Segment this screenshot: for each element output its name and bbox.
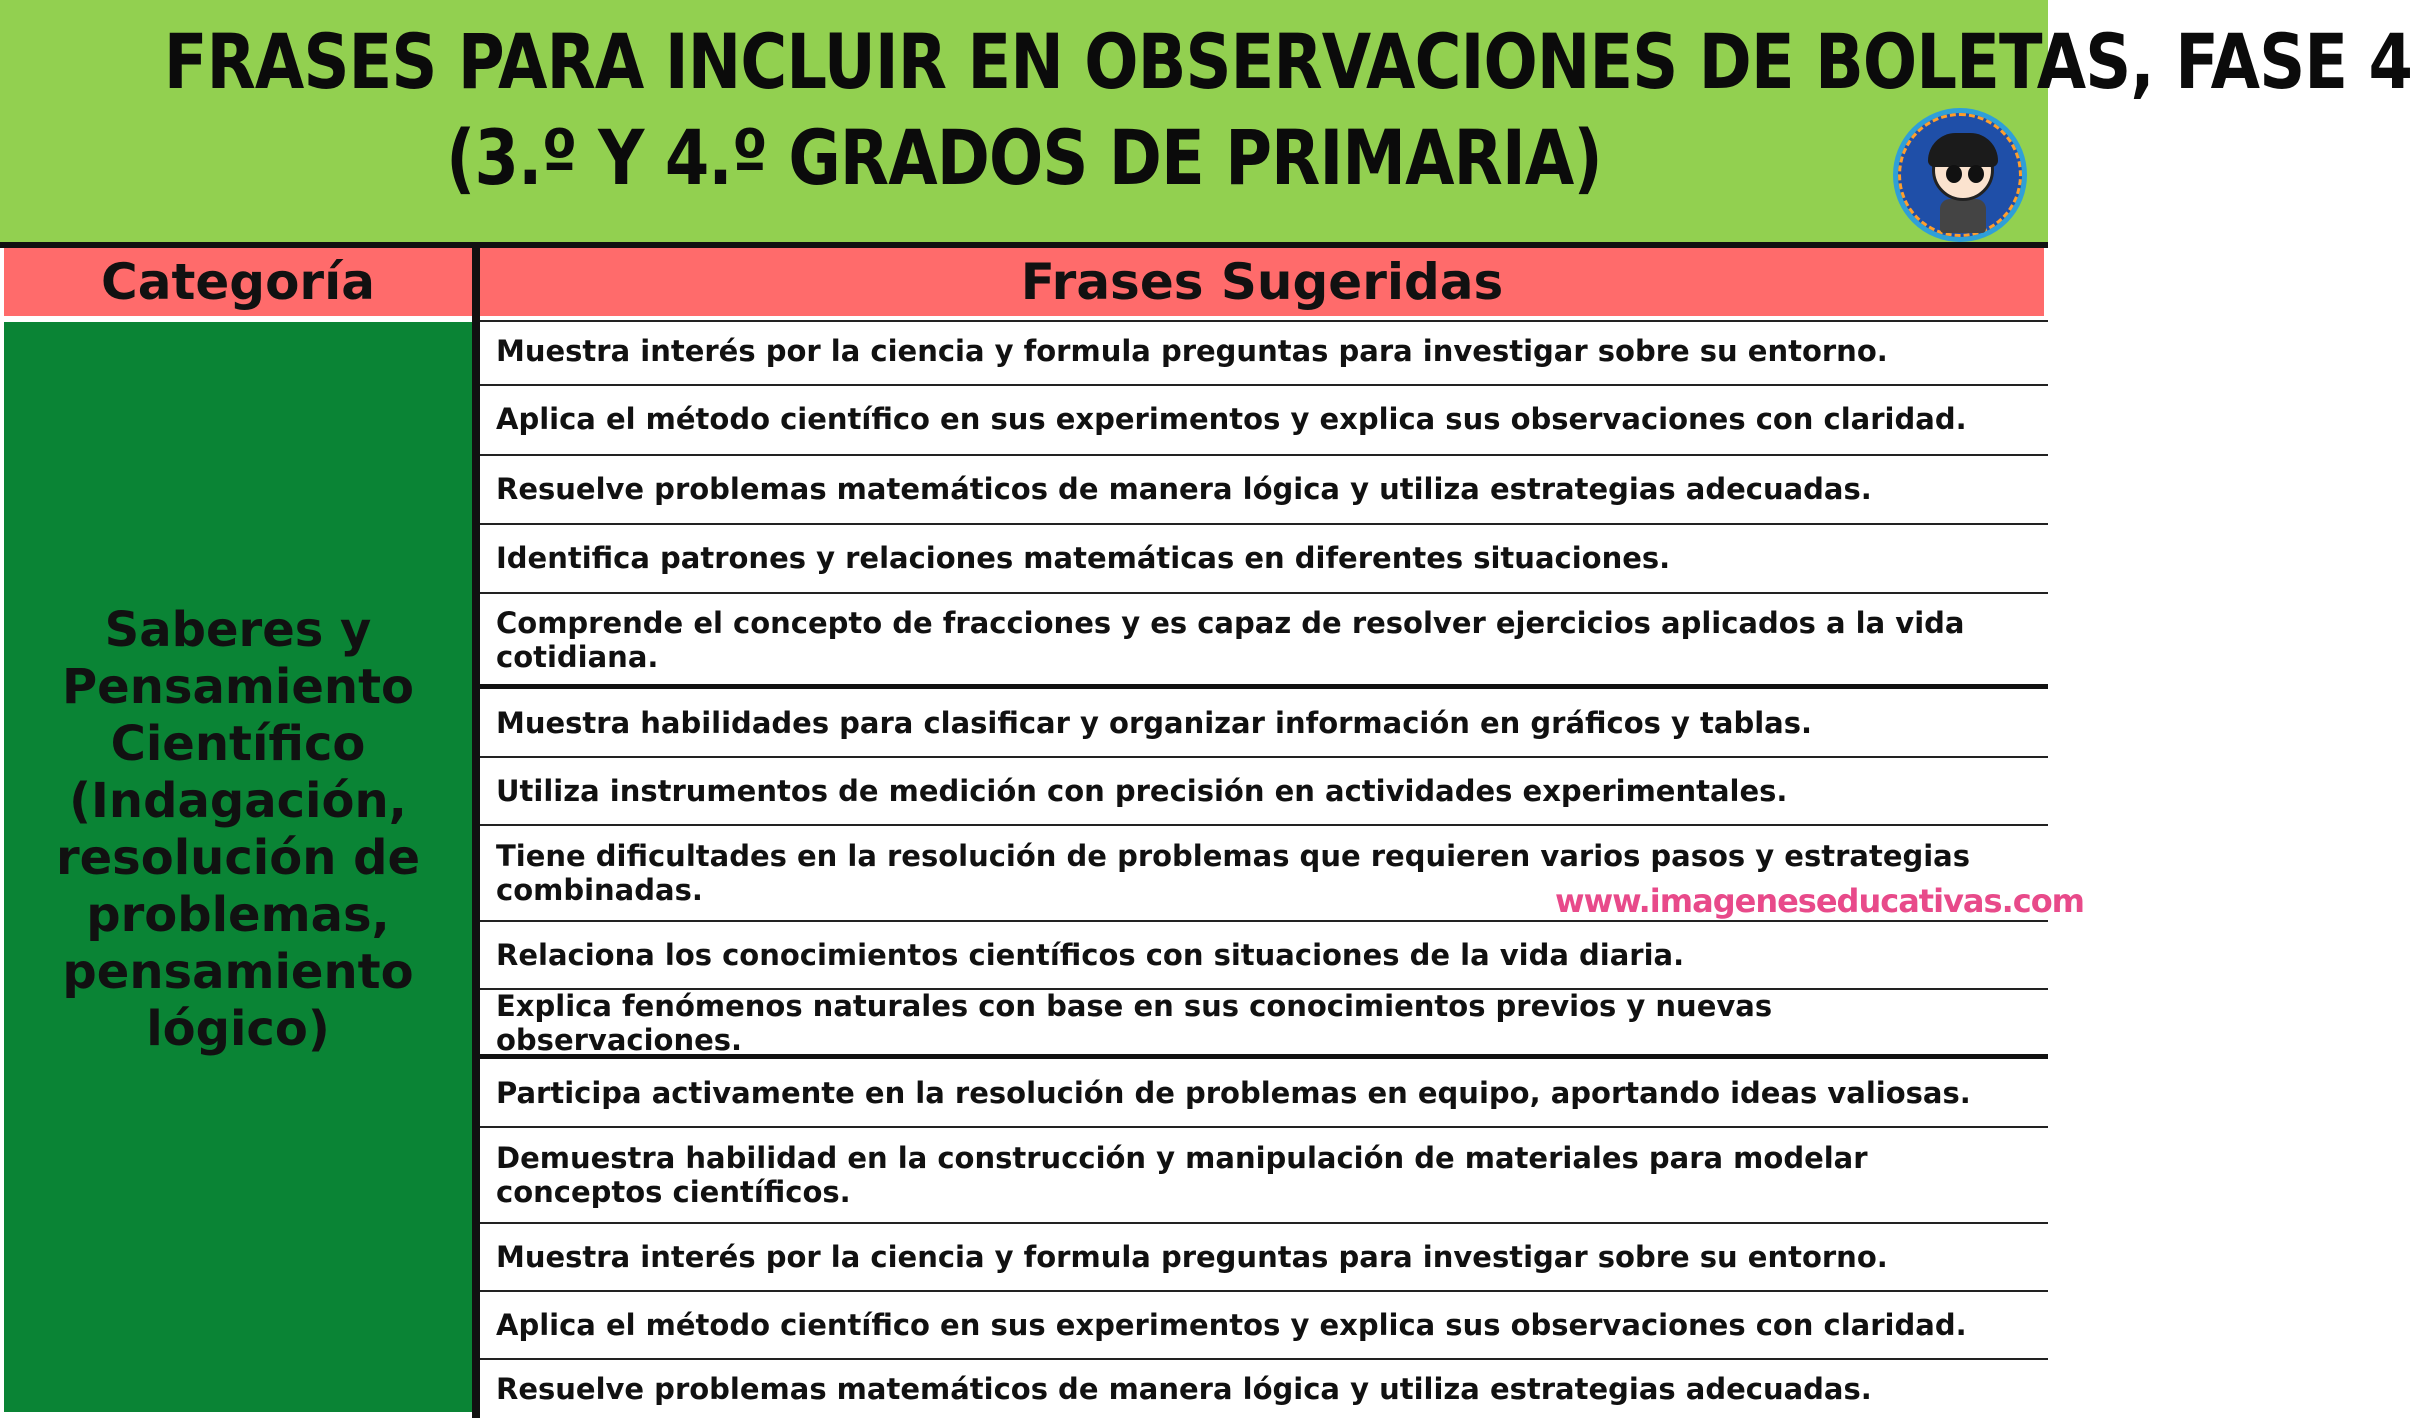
phrase-text: Explica fenómenos naturales con base en sus conocimientos previos y nuevas observaciones. xyxy=(496,989,1773,1057)
phrase-row xyxy=(480,592,2048,686)
phrase-text: Muestra interés por la ciencia y formula preguntas para investigar sobre su entorno. xyxy=(496,334,1888,368)
phrase-text: Aplica el método científico en sus experimentos y explica sus observaciones con claridad. xyxy=(496,402,1967,436)
phrase-row xyxy=(480,1126,2048,1222)
page-title xyxy=(163,14,2412,206)
column-header-phrases xyxy=(480,248,2044,316)
category-label: Saberes y Pensamiento Científico (Indagación, resolución de problemas, pensamiento lógico) xyxy=(55,602,421,1057)
phrase-row xyxy=(480,523,2048,590)
phrase-row xyxy=(480,684,2048,756)
phrase-text: Relaciona los conocimientos científicos con situaciones de la vida diaria. xyxy=(496,938,1685,972)
title-line-1: FRASES PARA INCLUIR EN OBSERVACIONES DE BOLETAS, FASE 4 xyxy=(163,17,2412,106)
column-divider xyxy=(472,242,480,1418)
category-cell xyxy=(4,322,472,1412)
phrase-text: Resuelve problemas matemáticos de manera lógica y utiliza estrategias adecuadas. xyxy=(496,1372,1872,1406)
logo-body xyxy=(1940,199,1986,233)
phrase-text: Resuelve problemas matemáticos de manera lógica y utiliza estrategias adecuadas. xyxy=(496,472,1872,506)
column-header-category xyxy=(4,248,472,316)
phrase-row xyxy=(480,384,2048,452)
logo-eye xyxy=(1946,165,1962,183)
phrase-text: Aplica el método científico en sus experimentos y explica sus observaciones con claridad. xyxy=(496,1308,1967,1342)
header-banner xyxy=(0,0,2412,242)
phrase-row xyxy=(480,454,2048,522)
phrase-text: Comprende el concepto de fracciones y es capaz de resolver ejercicios aplicados a la vida cotidiana. xyxy=(496,606,1965,674)
phrase-row xyxy=(480,988,2048,1056)
phrase-text: Participa activamente en la resolución de problemas en equipo, aportando ideas valiosas. xyxy=(496,1075,1971,1110)
phrase-row xyxy=(480,1054,2048,1126)
column-header-category-label: Categoría xyxy=(101,253,375,311)
phrase-text: Muestra interés por la ciencia y formula preguntas para investigar sobre su entorno. xyxy=(496,1240,1888,1274)
logo-eye xyxy=(1968,165,1984,183)
watermark xyxy=(1555,882,2084,920)
phrase-text: Utiliza instrumentos de medición con precisión en actividades experimentales. xyxy=(496,774,1788,808)
phrase-row xyxy=(480,1290,2048,1358)
phrase-text: Identifica patrones y relaciones matemáticas en diferentes situaciones. xyxy=(496,540,1671,575)
phrase-row xyxy=(480,756,2048,824)
phrase-text: Muestra habilidades para clasificar y organizar información en gráficos y tablas. xyxy=(496,705,1813,740)
avatar-logo-icon xyxy=(1893,108,2027,242)
phrase-row xyxy=(480,1222,2048,1290)
phrase-row xyxy=(480,320,2048,380)
title-line-2: (3.º Y 4.º GRADOS DE PRIMARIA) xyxy=(446,113,1602,202)
phrase-text: Demuestra habilidad en la construcción y manipulación de materiales para modelar conceptos científicos. xyxy=(496,1141,1868,1209)
column-header-phrases-label: Frases Sugeridas xyxy=(1020,253,1504,311)
watermark-text: www.imageneseducativas.com xyxy=(1555,882,2085,920)
phrase-row xyxy=(480,920,2048,988)
phrase-row xyxy=(480,1358,2048,1418)
phrase-text: Tiene dificultades en la resolución de problemas que requieren varios pasos y estrategias combinadas. xyxy=(496,839,1971,907)
logo-hair xyxy=(1928,133,1998,167)
